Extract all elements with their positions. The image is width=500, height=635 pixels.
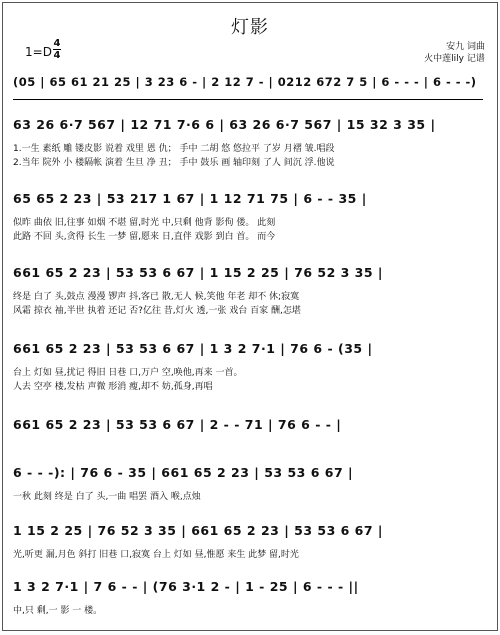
- lyric-line: 似昨 曲依 旧,往事 如烟 不堪 留,时光 中,只剩 他背 影佝 偻。 此刻: [13, 218, 276, 228]
- notation-line: 6 - - -): | 76 6 - 35 | 661 65 2 23 | 53 53 6 67 |: [13, 465, 354, 480]
- lyric-line: 光,听更 漏,月色 斜打 旧巷 口,寂寞 台上 灯如 昼,惟愿 来生 此梦 留,时光: [13, 550, 299, 560]
- lyricist-credit: 安九 词曲: [446, 42, 485, 52]
- notation-line: (05 | 65 61 21 25 | 3 23 6 - | 2 12 7 - | 0212 672 7 5 | 6 - - - | 6 - - -): [13, 75, 477, 89]
- key-signature: 1=D: [25, 45, 52, 59]
- notation-line: 65 65 2 23 | 53 217 1 67 | 1 12 71 75 | 6 - - 35 |: [13, 191, 367, 206]
- credits: [424, 41, 485, 65]
- lyric-line: 1.一生 素纸 雕 镂皮影 说着 戏里 恩 仇； 手中 二胡 悠 悠拉平 了岁 月褶 皱.唱段: [13, 144, 335, 154]
- lyric-line: 2.当年 院外 小 楼隔帐 演着 生旦 净 丑； 手中 鼓乐 画 轴印刻 了人 间沉 浮.他说: [13, 158, 335, 168]
- lyric-line: 此路 不回 头,贪得 长生 一梦 留,愿来 日,直伴 戏影 到白 首。 而今: [13, 232, 276, 242]
- lyric-line: 终是 白了 头,鼓点 漫漫 锣声 抖,客已 散,无人 候,笑他 年老 却不 休;寂寞: [13, 292, 300, 302]
- time-signature: [53, 39, 61, 60]
- notation-line: 661 65 2 23 | 53 53 6 67 | 2 - - 71 | 76 6 - - |: [13, 417, 342, 432]
- meter-top: 4: [53, 38, 61, 49]
- notation-line: 661 65 2 23 | 53 53 6 67 | 1 15 2 25 | 76 52 3 35 |: [13, 265, 383, 280]
- sheet-music-page: [2, 2, 498, 631]
- notation-line: 63 26 6·7 567 | 12 71 7·6 6 | 63 26 6·7 567 | 15 32 3 35 |: [13, 117, 436, 132]
- song-title: 灯影: [231, 17, 269, 38]
- staff-divider: [13, 99, 483, 100]
- notation-line: 661 65 2 23 | 53 53 6 67 | 1 3 2 7·1 | 76 6 - (35 |: [13, 341, 373, 356]
- notation-line: 1 3 2 7·1 | 7 6 - - | (76 3·1 2 - | 1 - 25 | 6 - - - ||: [13, 579, 359, 594]
- lyric-line: 台上 灯如 昼,扰记 得旧 日巷 口,万户 空,唤他,再来 一首。: [13, 368, 243, 378]
- transcriber-credit: 火中莲lily 记谱: [424, 54, 485, 64]
- lyric-line: 风霜 掠衣 袖,半世 执着 还记 否?亿往 昔,灯火 透,一张 戏台 百家 酬,怎堪: [13, 306, 301, 316]
- lyric-line: 中,只 剩,一 影 一 楼。: [13, 606, 103, 616]
- meter-bottom: 4: [53, 50, 61, 61]
- lyric-line: 人去 空亭 楼,发枯 声微 形消 瘦,却不 妨,孤身,再唱: [13, 382, 213, 392]
- lyric-line: 一秋 此刻 终是 白了 头,一曲 唱罢 酒入 喉,点烛: [13, 492, 201, 502]
- notation-line: 1 15 2 25 | 76 52 3 35 | 661 65 2 23 | 53 53 6 67 |: [13, 523, 383, 538]
